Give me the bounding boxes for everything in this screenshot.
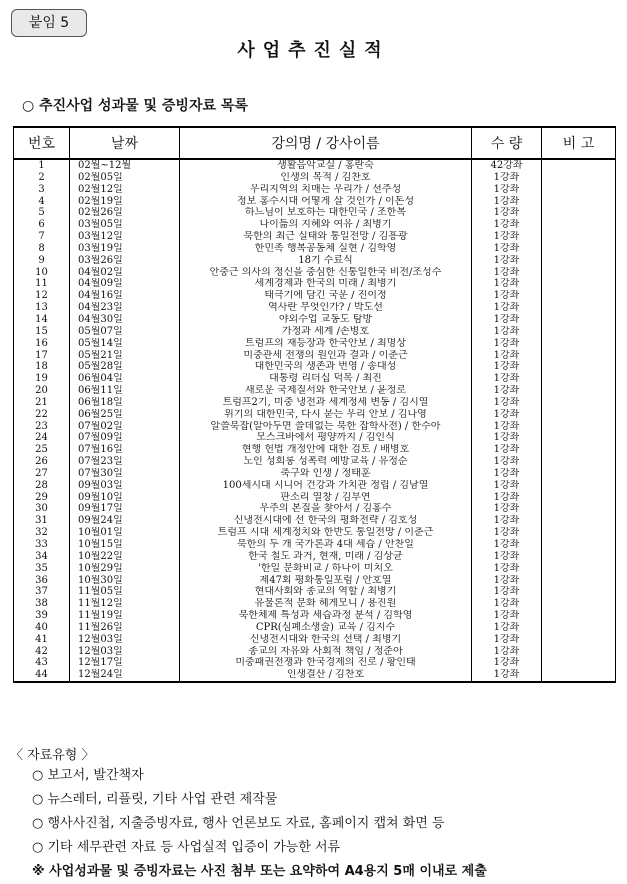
row-quantity: 1강좌: [472, 622, 542, 634]
row-number: 26: [14, 456, 70, 468]
table-row: [14, 669, 616, 682]
row-quantity: 1강좌: [472, 409, 542, 421]
table-row: [14, 468, 616, 480]
table-row: [14, 409, 616, 421]
table-row: [14, 657, 616, 669]
row-lecture: 나이듦의 지혜와 여유 / 최병기: [180, 219, 472, 231]
row-date: 02월12일: [70, 184, 180, 196]
row-number: 30: [14, 503, 70, 515]
table-row: [14, 503, 616, 515]
row-quantity: 1강좌: [472, 196, 542, 208]
row-lecture: 야외수업 교동도 탐방: [180, 314, 472, 326]
row-remarks: [542, 302, 616, 314]
table-row: [14, 397, 616, 409]
row-lecture: 북한의 최근 실태와 통일전망 / 김흥광: [180, 231, 472, 243]
row-date: 12월03일: [70, 646, 180, 658]
row-remarks: [542, 575, 616, 587]
row-date: 05월14일: [70, 338, 180, 350]
table-row: [14, 338, 616, 350]
row-lecture: 종교의 자유와 사회적 책임 / 정준아: [180, 646, 472, 658]
row-lecture: 한민족 행복공동체 실현 / 김학영: [180, 243, 472, 255]
table-row: [14, 551, 616, 563]
row-remarks: [542, 397, 616, 409]
row-date: 12월03일: [70, 634, 180, 646]
row-date: 02월26일: [70, 207, 180, 219]
row-remarks: [542, 657, 616, 669]
results-table-wrap: [13, 126, 615, 683]
row-lecture: 안중근 의사의 정신을 중심한 신통일한국 비전/조성수: [180, 267, 472, 279]
row-quantity: 1강좌: [472, 172, 542, 184]
row-quantity: 42강좌: [472, 159, 542, 172]
table-row: [14, 184, 616, 196]
row-date: 04월30일: [70, 314, 180, 326]
row-quantity: 1강좌: [472, 646, 542, 658]
row-quantity: 1강좌: [472, 302, 542, 314]
row-date: 03월19일: [70, 243, 180, 255]
row-remarks: [542, 492, 616, 504]
row-number: 27: [14, 468, 70, 480]
row-date: 12월24일: [70, 669, 180, 682]
table-row: [14, 598, 616, 610]
table-row: [14, 385, 616, 397]
row-remarks: [542, 421, 616, 433]
row-date: 03월26일: [70, 255, 180, 267]
row-number: 43: [14, 657, 70, 669]
table-row: [14, 326, 616, 338]
row-date: 03월05일: [70, 219, 180, 231]
table-row: [14, 243, 616, 255]
row-number: 8: [14, 243, 70, 255]
row-number: 13: [14, 302, 70, 314]
row-lecture: 트럼프 시대 세계정치와 한반도 통일전망 / 이춘근: [180, 527, 472, 539]
row-date: 07월16일: [70, 444, 180, 456]
row-quantity: 1강좌: [472, 432, 542, 444]
row-date: 06월25일: [70, 409, 180, 421]
table-row: [14, 255, 616, 267]
row-quantity: 1강좌: [472, 468, 542, 480]
row-lecture: 정보 홍수시대 어떻게 살 것인가 / 이돈성: [180, 196, 472, 208]
row-lecture: 축구와 인생 / 정태훈: [180, 468, 472, 480]
row-number: 10: [14, 267, 70, 279]
row-quantity: 1강좌: [472, 219, 542, 231]
row-number: 16: [14, 338, 70, 350]
row-remarks: [542, 610, 616, 622]
row-lecture: 우주의 본질을 찾아서 / 김홍수: [180, 503, 472, 515]
row-number: 23: [14, 421, 70, 433]
row-date: 07월02일: [70, 421, 180, 433]
notes-heading: 〈 자료유형 〉: [10, 748, 95, 763]
table-row: [14, 563, 616, 575]
row-remarks: [542, 563, 616, 575]
table-header-row: [14, 127, 616, 159]
row-remarks: [542, 515, 616, 527]
row-remarks: [542, 622, 616, 634]
notes-section: [10, 744, 620, 884]
table-row: [14, 302, 616, 314]
row-remarks: [542, 646, 616, 658]
row-quantity: 1강좌: [472, 314, 542, 326]
row-date: 09월10일: [70, 492, 180, 504]
attachment-tag: 붙임 5: [11, 9, 87, 37]
row-number: 2: [14, 172, 70, 184]
row-lecture: 제47회 평화통일포럼 / 안호열: [180, 575, 472, 587]
row-lecture: 미중관세 전쟁의 원인과 결과 / 이춘근: [180, 350, 472, 362]
row-quantity: 1강좌: [472, 290, 542, 302]
row-quantity: 1강좌: [472, 669, 542, 682]
table-row: [14, 159, 616, 172]
row-lecture: 북한체제 특성과 세습과정 분석 / 김학영: [180, 610, 472, 622]
row-remarks: [542, 350, 616, 362]
table-row: [14, 539, 616, 551]
row-number: 42: [14, 646, 70, 658]
header-remarks: 비 고: [542, 127, 616, 159]
table-row: [14, 421, 616, 433]
row-remarks: [542, 373, 616, 385]
row-number: 29: [14, 492, 70, 504]
table-row: [14, 278, 616, 290]
row-quantity: 1강좌: [472, 551, 542, 563]
row-date: 05월28일: [70, 361, 180, 373]
row-number: 40: [14, 622, 70, 634]
row-lecture: 인생결산 / 김찬호: [180, 669, 472, 682]
row-lecture: 신냉전시대와 한국의 선택 / 최병기: [180, 634, 472, 646]
row-quantity: 1강좌: [472, 267, 542, 279]
row-lecture: 우리지역의 치매는 우리가 / 선주성: [180, 184, 472, 196]
row-date: 10월01일: [70, 527, 180, 539]
table-body: [14, 159, 616, 682]
row-number: 38: [14, 598, 70, 610]
row-date: 07월23일: [70, 456, 180, 468]
row-remarks: [542, 326, 616, 338]
row-quantity: 1강좌: [472, 456, 542, 468]
row-number: 24: [14, 432, 70, 444]
row-date: 02월19일: [70, 196, 180, 208]
row-remarks: [542, 207, 616, 219]
header-quantity: 수 량: [472, 127, 542, 159]
row-quantity: 1강좌: [472, 421, 542, 433]
row-date: 09월24일: [70, 515, 180, 527]
row-remarks: [542, 468, 616, 480]
row-lecture: 태극기에 담긴 국운 / 진이정: [180, 290, 472, 302]
table-row: [14, 350, 616, 362]
row-lecture: 모스크바에서 평양까지 / 김인식: [180, 432, 472, 444]
row-lecture: 북한의 두 개 국가론과 4대 세습 / 안찬일: [180, 539, 472, 551]
notes-item: ○ 기타 세무관련 자료 등 사업실적 입증이 가능한 서류: [32, 840, 341, 855]
notes-item: ○ 뉴스레터, 리플릿, 기타 사업 관련 제작물: [32, 792, 278, 807]
row-number: 28: [14, 480, 70, 492]
row-lecture: 생활음악교실 / 홍란숙: [180, 159, 472, 172]
row-lecture: 알쓸북잡(알아두면 쓸데없는 북한 잡학사전) / 한수아: [180, 421, 472, 433]
row-number: 25: [14, 444, 70, 456]
row-lecture: 세계경제과 한국의 미래 / 최병기: [180, 278, 472, 290]
row-lecture: 대한민국의 생존과 번영 / 송대성: [180, 361, 472, 373]
row-date: 12월17일: [70, 657, 180, 669]
row-quantity: 1강좌: [472, 527, 542, 539]
row-quantity: 1강좌: [472, 563, 542, 575]
row-lecture: 현대사회와 종교의 역할 / 최병기: [180, 586, 472, 598]
row-lecture: 판소리 열창 / 김부연: [180, 492, 472, 504]
row-number: 44: [14, 669, 70, 682]
page-title: 사업추진실적: [237, 40, 390, 61]
row-number: 3: [14, 184, 70, 196]
row-quantity: 1강좌: [472, 598, 542, 610]
row-date: 04월09일: [70, 278, 180, 290]
row-number: 9: [14, 255, 70, 267]
row-quantity: 1강좌: [472, 575, 542, 587]
row-quantity: 1강좌: [472, 338, 542, 350]
row-lecture: 신냉전시대에 선 한국의 평화전략 / 김호성: [180, 515, 472, 527]
row-remarks: [542, 255, 616, 267]
row-number: 21: [14, 397, 70, 409]
row-number: 32: [14, 527, 70, 539]
table-row: [14, 622, 616, 634]
row-remarks: [542, 184, 616, 196]
row-date: 09월03일: [70, 480, 180, 492]
row-number: 31: [14, 515, 70, 527]
row-quantity: 1강좌: [472, 503, 542, 515]
row-date: 04월23일: [70, 302, 180, 314]
row-quantity: 1강좌: [472, 385, 542, 397]
results-table: [13, 126, 616, 683]
row-number: 12: [14, 290, 70, 302]
row-quantity: 1강좌: [472, 278, 542, 290]
table-row: [14, 515, 616, 527]
row-remarks: [542, 480, 616, 492]
table-row: [14, 267, 616, 279]
table-row: [14, 207, 616, 219]
row-lecture: 새로운 국제질서와 한국안보 / 윤정로: [180, 385, 472, 397]
table-row: [14, 172, 616, 184]
row-lecture: 역사란 무엇인가? / 박도선: [180, 302, 472, 314]
row-date: 09월17일: [70, 503, 180, 515]
row-lecture: 노인 성희롱 성폭력 예방교육 / 유정순: [180, 456, 472, 468]
row-remarks: [542, 503, 616, 515]
header-number: 번호: [14, 127, 70, 159]
row-lecture: CPR(심폐소생술) 교육 / 김지수: [180, 622, 472, 634]
row-number: 20: [14, 385, 70, 397]
row-number: 37: [14, 586, 70, 598]
row-number: 11: [14, 278, 70, 290]
row-quantity: 1강좌: [472, 515, 542, 527]
row-number: 7: [14, 231, 70, 243]
table-row: [14, 492, 616, 504]
row-date: 10월30일: [70, 575, 180, 587]
row-remarks: [542, 409, 616, 421]
row-remarks: [542, 196, 616, 208]
row-number: 14: [14, 314, 70, 326]
row-date: 04월16일: [70, 290, 180, 302]
row-lecture: 가정과 세계 /손병호: [180, 326, 472, 338]
table-row: [14, 444, 616, 456]
row-remarks: [542, 314, 616, 326]
table-row: [14, 361, 616, 373]
row-lecture: 18기 수료식: [180, 255, 472, 267]
row-remarks: [542, 669, 616, 682]
table-row: [14, 196, 616, 208]
row-remarks: [542, 385, 616, 397]
row-remarks: [542, 290, 616, 302]
row-number: 19: [14, 373, 70, 385]
row-remarks: [542, 172, 616, 184]
row-quantity: 1강좌: [472, 480, 542, 492]
row-remarks: [542, 231, 616, 243]
row-number: 15: [14, 326, 70, 338]
header-date: 날짜: [70, 127, 180, 159]
row-number: 22: [14, 409, 70, 421]
table-row: [14, 634, 616, 646]
row-remarks: [542, 243, 616, 255]
row-quantity: 1강좌: [472, 326, 542, 338]
row-number: 4: [14, 196, 70, 208]
row-quantity: 1강좌: [472, 539, 542, 551]
row-date: 06월11일: [70, 385, 180, 397]
table-row: [14, 231, 616, 243]
row-remarks: [542, 159, 616, 172]
row-remarks: [542, 527, 616, 539]
row-quantity: 1강좌: [472, 243, 542, 255]
row-quantity: 1강좌: [472, 373, 542, 385]
row-remarks: [542, 598, 616, 610]
header-lecture: 강의명 / 강사이름: [180, 127, 472, 159]
row-number: 34: [14, 551, 70, 563]
table-row: [14, 575, 616, 587]
row-date: 04월02일: [70, 267, 180, 279]
row-number: 33: [14, 539, 70, 551]
row-quantity: 1강좌: [472, 586, 542, 598]
row-date: 11월05일: [70, 586, 180, 598]
row-date: 05월21일: [70, 350, 180, 362]
table-row: [14, 219, 616, 231]
row-remarks: [542, 444, 616, 456]
row-date: 10월15일: [70, 539, 180, 551]
row-date: 11월19일: [70, 610, 180, 622]
row-lecture: 트럼프의 재등장과 한국안보 / 최명상: [180, 338, 472, 350]
row-number: 6: [14, 219, 70, 231]
row-date: 10월22일: [70, 551, 180, 563]
row-quantity: 1강좌: [472, 184, 542, 196]
notes-item: ○ 행사사진첩, 지출증빙자료, 행사 언론보도 자료, 홈페이지 캡쳐 화면 등: [32, 816, 445, 831]
row-remarks: [542, 456, 616, 468]
row-lecture: 100세시대 시니어 건강과 가치관 정립 / 김남열: [180, 480, 472, 492]
row-remarks: [542, 432, 616, 444]
row-date: 07월30일: [70, 468, 180, 480]
table-row: [14, 373, 616, 385]
row-quantity: 1강좌: [472, 231, 542, 243]
row-lecture: 유물론적 문화 헤게모니 / 용진원: [180, 598, 472, 610]
row-date: 07월09일: [70, 432, 180, 444]
row-quantity: 1강좌: [472, 444, 542, 456]
row-remarks: [542, 551, 616, 563]
row-remarks: [542, 361, 616, 373]
row-quantity: 1강좌: [472, 634, 542, 646]
row-quantity: 1강좌: [472, 255, 542, 267]
row-quantity: 1강좌: [472, 397, 542, 409]
row-date: 02월05일: [70, 172, 180, 184]
table-row: [14, 610, 616, 622]
row-number: 5: [14, 207, 70, 219]
table-row: [14, 456, 616, 468]
row-number: 35: [14, 563, 70, 575]
row-lecture: 인생의 목적 / 김찬호: [180, 172, 472, 184]
table-row: [14, 480, 616, 492]
row-lecture: 하느님이 보호하는 대한민국 / 조한복: [180, 207, 472, 219]
table-row: [14, 290, 616, 302]
row-lecture: 트럼프2기, 미중 냉전과 세계정세 변동 / 김시열: [180, 397, 472, 409]
row-date: 11월26일: [70, 622, 180, 634]
row-quantity: 1강좌: [472, 350, 542, 362]
row-quantity: 1강좌: [472, 361, 542, 373]
row-remarks: [542, 338, 616, 350]
notes-item: ○ 보고서, 발간책자: [32, 768, 144, 783]
row-remarks: [542, 586, 616, 598]
row-number: 36: [14, 575, 70, 587]
row-date: 02월~12월: [70, 159, 180, 172]
row-lecture: 현행 헌법 개정안에 대한 검토 / 배병호: [180, 444, 472, 456]
row-number: 39: [14, 610, 70, 622]
row-lecture: '한일 문화비교 / 하나이 미치오: [180, 563, 472, 575]
row-remarks: [542, 634, 616, 646]
row-number: 18: [14, 361, 70, 373]
row-remarks: [542, 278, 616, 290]
row-number: 1: [14, 159, 70, 172]
row-quantity: 1강좌: [472, 610, 542, 622]
table-row: [14, 646, 616, 658]
row-number: 41: [14, 634, 70, 646]
table-row: [14, 586, 616, 598]
section-subtitle: ○ 추진사업 성과물 및 증빙자료 목록: [22, 98, 248, 114]
row-date: 03월12일: [70, 231, 180, 243]
row-date: 11월12일: [70, 598, 180, 610]
row-lecture: 한국 철도 과거, 현재, 미래 / 김상균: [180, 551, 472, 563]
row-lecture: 위기의 대한민국, 다시 묻는 우리 안보 / 김나영: [180, 409, 472, 421]
row-date: 06월04일: [70, 373, 180, 385]
table-row: [14, 432, 616, 444]
table-row: [14, 314, 616, 326]
row-date: 05월07일: [70, 326, 180, 338]
row-lecture: 미중패권전쟁과 한국경제의 진로 / 황인태: [180, 657, 472, 669]
table-row: [14, 527, 616, 539]
row-quantity: 1강좌: [472, 492, 542, 504]
row-quantity: 1강좌: [472, 657, 542, 669]
notes-warning: ※ 사업성과물 및 증빙자료는 사진 첨부 또는 요약하여 A4용지 5매 이내로 제출: [32, 864, 487, 879]
row-date: 10월29일: [70, 563, 180, 575]
row-date: 06월18일: [70, 397, 180, 409]
row-quantity: 1강좌: [472, 207, 542, 219]
row-remarks: [542, 267, 616, 279]
row-number: 17: [14, 350, 70, 362]
row-remarks: [542, 219, 616, 231]
row-remarks: [542, 539, 616, 551]
row-lecture: 대통령 리더십 덕목 / 최진: [180, 373, 472, 385]
